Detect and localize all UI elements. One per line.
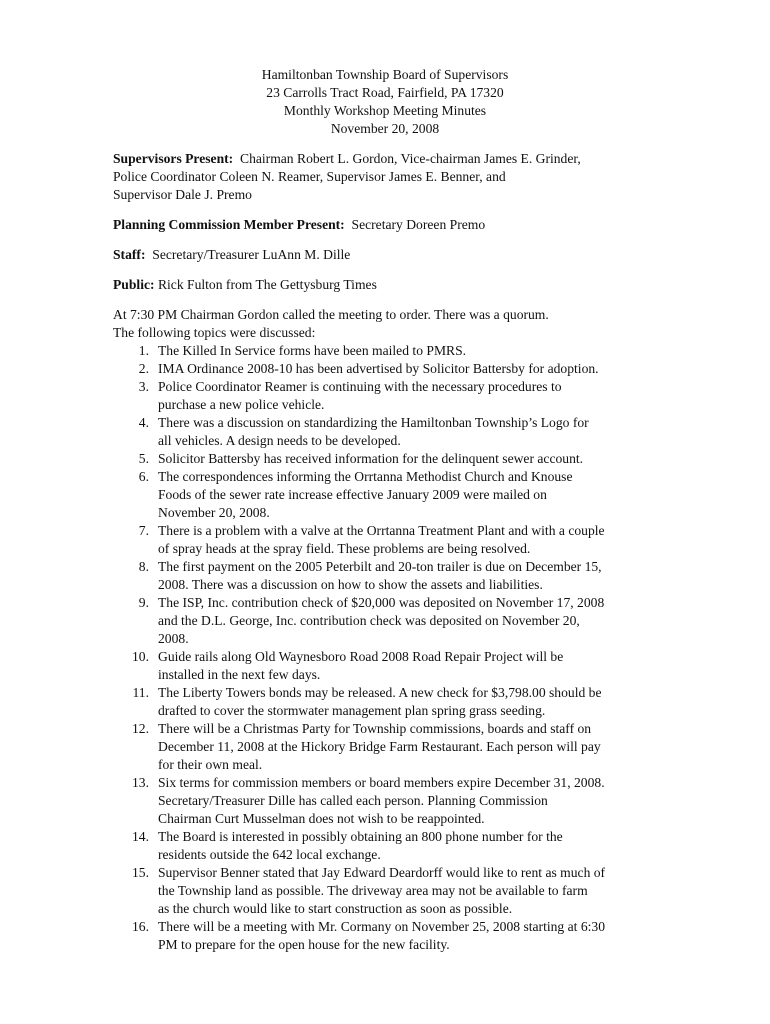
list-item-text: The first payment on the 2005 Peterbilt and 20-ton trailer is due on December 15, bbox=[158, 559, 602, 574]
list-item bbox=[113, 450, 673, 468]
intro-line: The following topics were discussed: bbox=[113, 325, 316, 340]
list-item bbox=[113, 468, 673, 522]
list-item-number: 8. bbox=[138, 559, 149, 574]
public-text: Rick Fulton from The Gettysburg Times bbox=[157, 277, 377, 292]
list-item-text: purchase a new police vehicle. bbox=[158, 397, 325, 412]
list-item-text: Police Coordinator Reamer is continuing with the necessary procedures to bbox=[158, 379, 562, 394]
list-item-text: 2008. There was a discussion on how to show the assets and liabilities. bbox=[158, 577, 543, 592]
list-item-text: There is a problem with a valve at the Orrtanna Treatment Plant and with a couple bbox=[158, 523, 605, 538]
list-item-number: 12. bbox=[132, 721, 149, 736]
list-item-number: 15. bbox=[132, 865, 149, 880]
supervisors-line: Supervisor Dale J. Premo bbox=[113, 187, 252, 202]
meeting-date: November 20, 2008 bbox=[330, 121, 440, 136]
list-item-text: The Killed In Service forms have been mailed to PMRS. bbox=[158, 343, 467, 358]
list-item-text: Foods of the sewer rate increase effective January 2009 were mailed on bbox=[158, 487, 547, 502]
list-item-text: drafted to cover the stormwater management plan spring grass seeding. bbox=[158, 703, 546, 718]
planning-text: Secretary Doreen Premo bbox=[351, 217, 486, 232]
list-item bbox=[113, 828, 673, 864]
document-body bbox=[113, 150, 673, 954]
list-item-text: December 11, 2008 at the Hickory Bridge Farm Restaurant. Each person will pay bbox=[158, 739, 601, 754]
township-name: Hamiltonban Township Board of Supervisors bbox=[261, 67, 509, 82]
list-item bbox=[113, 378, 673, 414]
list-item-text: Supervisor Benner stated that Jay Edward Deardorff would like to rent as much of bbox=[158, 865, 606, 880]
list-item bbox=[113, 558, 673, 594]
list-item-number: 1. bbox=[138, 343, 149, 358]
list-item bbox=[113, 342, 673, 360]
list-item-text: of spray heads at the spray field. These problems are being resolved. bbox=[158, 541, 531, 556]
list-item-text: the Township land as possible. The driveway area may not be available to farm bbox=[158, 883, 588, 898]
list-item-text: Chairman Curt Musselman does not wish to be reappointed. bbox=[158, 811, 485, 826]
document-title: Monthly Workshop Meeting Minutes bbox=[283, 103, 487, 118]
list-item-number: 7. bbox=[138, 523, 149, 538]
supervisors-line: Chairman Robert L. Gordon, Vice-chairman James E. Grinder, bbox=[240, 151, 581, 166]
list-item-text: installed in the next few days. bbox=[158, 667, 321, 682]
list-item bbox=[113, 594, 673, 648]
list-item-text: all vehicles. A design needs to be developed. bbox=[158, 433, 401, 448]
supervisors-line: Police Coordinator Coleen N. Reamer, Supervisor James E. Benner, and bbox=[113, 169, 506, 184]
list-item-number: 4. bbox=[138, 415, 149, 430]
list-item bbox=[113, 720, 673, 774]
planning-label: Planning Commission Member Present: bbox=[113, 217, 345, 232]
township-address: 23 Carrolls Tract Road, Fairfield, PA 17320 bbox=[266, 85, 504, 100]
list-item-text: 2008. bbox=[158, 631, 189, 646]
list-item-text: There will be a Christmas Party for Township commissions, boards and staff on bbox=[158, 721, 592, 736]
list-item-number: 3. bbox=[138, 379, 149, 394]
list-item bbox=[113, 774, 673, 828]
list-item-number: 14. bbox=[132, 829, 149, 844]
list-item-number: 16. bbox=[132, 919, 149, 934]
list-item-text: IMA Ordinance 2008-10 has been advertised by Solicitor Battersby for adoption. bbox=[158, 361, 599, 376]
list-item bbox=[113, 684, 673, 720]
list-item bbox=[113, 360, 673, 378]
list-item-number: 5. bbox=[138, 451, 149, 466]
supervisors-label: Supervisors Present: bbox=[113, 151, 234, 166]
list-item-number: 6. bbox=[138, 469, 149, 484]
list-item bbox=[113, 864, 673, 918]
staff-label: Staff: bbox=[113, 247, 146, 262]
public-label: Public: bbox=[113, 277, 155, 292]
list-item-text: residents outside the 642 local exchange. bbox=[158, 847, 381, 862]
list-item-text: The correspondences informing the Orrtanna Methodist Church and Knouse bbox=[158, 469, 573, 484]
list-item-text: There will be a meeting with Mr. Cormany on November 25, 2008 starting at 6:30 bbox=[158, 919, 605, 934]
planning-commission-present bbox=[113, 216, 673, 234]
staff-present bbox=[113, 246, 673, 264]
supervisors-present bbox=[113, 150, 673, 204]
list-item-number: 13. bbox=[132, 775, 149, 790]
list-item-text: There was a discussion on standardizing the Hamiltonban Township’s Logo for bbox=[158, 415, 589, 430]
list-item-text: The Liberty Towers bonds may be released. A new check for $3,798.00 should be bbox=[158, 685, 602, 700]
list-item-number: 11. bbox=[132, 685, 149, 700]
list-item-text: as the church would like to start construction as soon as possible. bbox=[158, 901, 513, 916]
list-item-number: 9. bbox=[138, 595, 149, 610]
list-item-text: The ISP, Inc. contribution check of $20,000 was deposited on November 17, 2008 bbox=[158, 595, 605, 610]
intro-line: At 7:30 PM Chairman Gordon called the meeting to order. There was a quorum. bbox=[113, 307, 549, 322]
list-item-text: November 20, 2008. bbox=[158, 505, 270, 520]
list-item bbox=[113, 918, 673, 954]
list-item-text: Secretary/Treasurer Dille has called each person. Planning Commission bbox=[158, 793, 548, 808]
list-item bbox=[113, 648, 673, 684]
list-item-number: 2. bbox=[138, 361, 149, 376]
list-item-text: PM to prepare for the open house for the new facility. bbox=[158, 937, 450, 952]
list-item-text: Six terms for commission members or board members expire December 31, 2008. bbox=[158, 775, 605, 790]
public-present bbox=[113, 276, 673, 294]
list-item-text: Guide rails along Old Waynesboro Road 2008 Road Repair Project will be bbox=[158, 649, 564, 664]
list-item-text: and the D.L. George, Inc. contribution check was deposited on November 20, bbox=[158, 613, 580, 628]
list-item-text: Solicitor Battersby has received information for the delinquent sewer account. bbox=[158, 451, 584, 466]
list-item-number: 10. bbox=[132, 649, 149, 664]
list-item bbox=[113, 414, 673, 450]
list-item-text: for their own meal. bbox=[158, 757, 263, 772]
topics-list bbox=[113, 342, 673, 954]
list-item bbox=[113, 522, 673, 558]
staff-text: Secretary/Treasurer LuAnn M. Dille bbox=[152, 247, 351, 262]
list-item-text: The Board is interested in possibly obtaining an 800 phone number for the bbox=[158, 829, 563, 844]
meeting-intro bbox=[113, 306, 673, 342]
document-header bbox=[0, 66, 770, 138]
